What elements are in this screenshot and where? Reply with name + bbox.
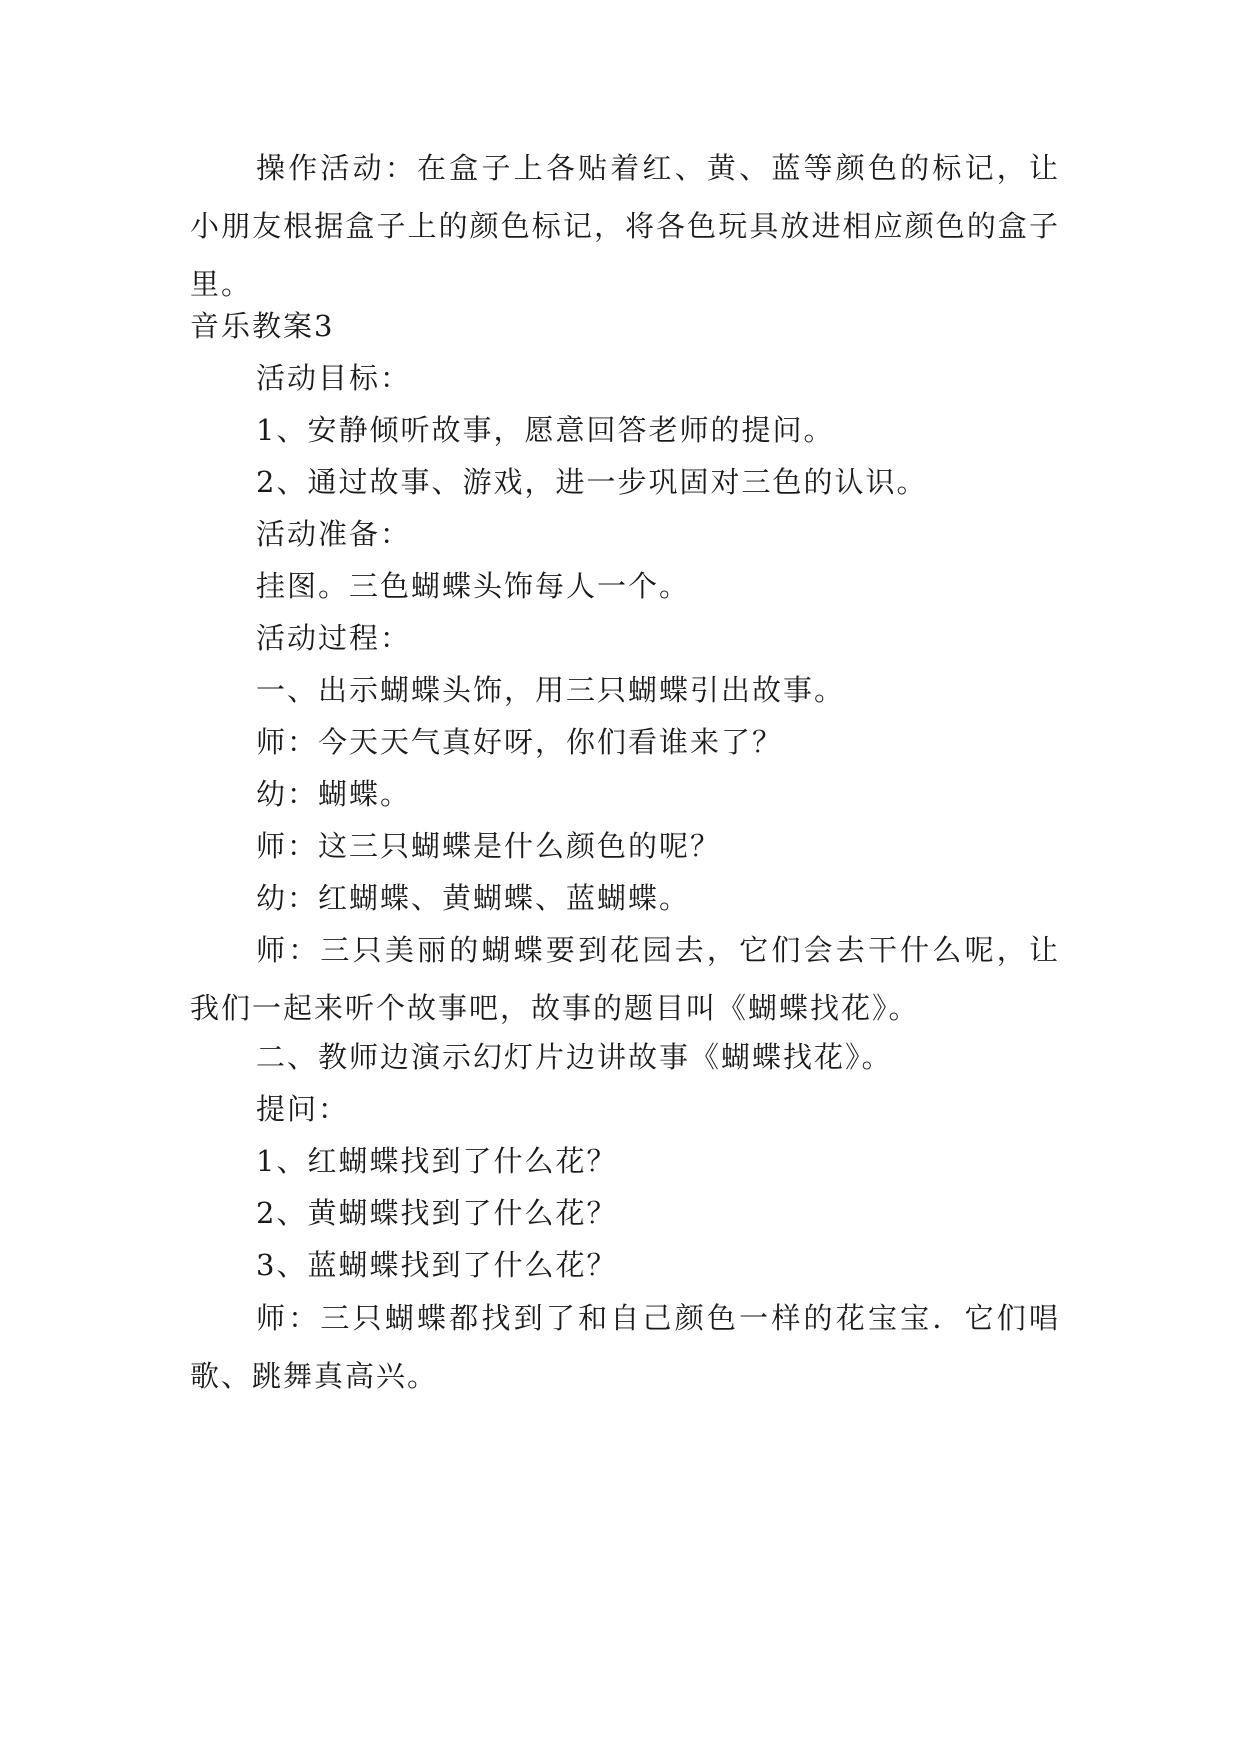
intro-paragraph: 操作活动：在盒子上各贴着红、黄、蓝等颜色的标记，让小朋友根据盒子上的颜色标记，将各色玩具放进相应颜色的盒子里。: [190, 151, 1060, 301]
prep-text: 挂图。三色蝴蝶头饰每人一个。: [256, 569, 691, 603]
dialog-line: 师：今天天气真好呀，你们看谁来了？: [256, 725, 784, 759]
goal-item: 2、通过故事、游戏，进一步巩固对三色的认识。: [256, 465, 928, 499]
question-item: 2、黄蝴蝶找到了什么花？: [256, 1196, 618, 1230]
goal-item: 1、安静倾听故事，愿意回答老师的提问。: [256, 413, 835, 447]
process-step: 二、教师边演示幻灯片边讲故事《蝴蝶找花》。: [256, 1040, 893, 1074]
question-item: 1、红蝴蝶找到了什么花？: [256, 1144, 618, 1178]
dialog-line: 幼：蝴蝶。: [256, 777, 412, 811]
dialog-paragraph: 师：三只蝴蝶都找到了和自己颜色一样的花宝宝．它们唱歌、跳舞真高兴。: [190, 1301, 1060, 1393]
dialog-line: 师：这三只蝴蝶是什么颜色的呢？: [256, 829, 722, 863]
prep-heading: 活动准备：: [256, 517, 412, 551]
goals-heading: 活动目标：: [256, 361, 412, 395]
process-heading: 活动过程：: [256, 621, 412, 655]
section-title: 音乐教案3: [190, 309, 335, 343]
dialog-line: 幼：红蝴蝶、黄蝴蝶、蓝蝴蝶。: [256, 881, 691, 915]
question-item: 3、蓝蝴蝶找到了什么花？: [256, 1248, 618, 1282]
questions-heading: 提问：: [256, 1092, 350, 1126]
process-step: 一、出示蝴蝶头饰，用三只蝴蝶引出故事。: [256, 673, 846, 707]
dialog-paragraph: 师：三只美丽的蝴蝶要到花园去，它们会去干什么呢，让我们一起来听个故事吧，故事的题目叫《蝴蝶找花》。: [190, 933, 1060, 1025]
